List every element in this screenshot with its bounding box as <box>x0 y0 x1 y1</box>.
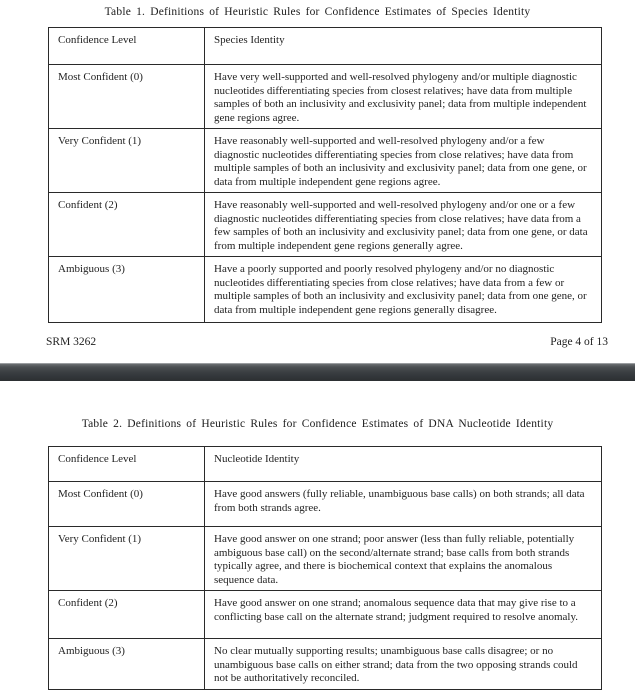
table-1-header-row <box>49 28 602 65</box>
table-row <box>49 591 602 639</box>
table-1 <box>48 27 602 323</box>
table-row <box>49 527 602 591</box>
confidence-level-cell: Ambiguous (3) <box>49 639 205 690</box>
table-1-header-species-identity: Species Identity <box>205 28 602 65</box>
page-footer <box>0 336 635 348</box>
table-2-header-row <box>49 447 602 482</box>
confidence-level-cell: Confident (2) <box>49 591 205 639</box>
table-row <box>49 257 602 323</box>
table-row <box>49 193 602 257</box>
definition-cell: Have reasonably well-supported and well-resolved phylogeny and/or one or a few diagnostic nucleotides differentiating species from close relatives; have data from a few samples of both an inclusivity and exclusivity panel; data from one gene, or data from multiple independent gene regions generally agree. <box>205 193 602 257</box>
definition-cell: No clear mutually supporting results; unambiguous base calls disagree; or no unambiguous base calls on either strand; data from the two opposing strands could not be authoritatively reconciled. <box>205 639 602 690</box>
table-1-caption: Table 1. Definitions of Heuristic Rules for Confidence Estimates of Species Identity <box>104 6 531 18</box>
page-separator <box>0 363 635 381</box>
page-number: Page 4 of 13 <box>550 336 608 348</box>
definition-cell: Have good answer on one strand; poor answer (less than fully reliable, potentially ambiguous base call) on the second/alternate strand; base calls from both strands typically agree, and there is biochemical context that explains the anomalous sequence data. <box>205 527 602 591</box>
definition-cell: Have a poorly supported and poorly resolved phylogeny and/or no diagnostic nucleotides differentiating species from close relatives; have data from a few or multiple samples of both an inclusivity and exclusivity panel; data from one gene, or data from multiple independent gene regions generally disagree. <box>205 257 602 323</box>
table-2-header-nucleotide-identity: Nucleotide Identity <box>205 447 602 482</box>
table-2-caption: Table 2. Definitions of Heuristic Rules for Confidence Estimates of DNA Nucleotide Identity <box>81 418 554 430</box>
definition-cell: Have very well-supported and well-resolved phylogeny and/or multiple diagnostic nucleotides differentiating species from closest relatives; have data from multiple samples of both an inclusivity and exclusivity panel; data from multiple independent gene regions agree. <box>205 65 602 129</box>
table-2 <box>48 446 602 690</box>
confidence-level-cell: Most Confident (0) <box>49 65 205 129</box>
confidence-level-cell: Very Confident (1) <box>49 527 205 591</box>
document-id: SRM 3262 <box>46 336 97 348</box>
confidence-level-cell: Ambiguous (3) <box>49 257 205 323</box>
table-row <box>49 482 602 527</box>
table-row <box>49 129 602 193</box>
table-row <box>49 65 602 129</box>
table-row <box>49 639 602 690</box>
definition-cell: Have good answer on one strand; anomalous sequence data that may give rise to a conflicting base call on the alternate strand; judgment required to resolve anomaly. <box>205 591 602 639</box>
confidence-level-cell: Very Confident (1) <box>49 129 205 193</box>
definition-cell: Have good answers (fully reliable, unambiguous base calls) on both strands; all data from both strands agree. <box>205 482 602 527</box>
confidence-level-cell: Most Confident (0) <box>49 482 205 527</box>
table-2-header-confidence-level: Confidence Level <box>49 447 205 482</box>
definition-cell: Have reasonably well-supported and well-resolved phylogeny and/or a few diagnostic nucleotides differentiating species from close relatives; have data from multiple samples of both an inclusivity and exclusivity panel; data from one gene, or data from multiple independent gene regions agree. <box>205 129 602 193</box>
table-1-header-confidence-level: Confidence Level <box>49 28 205 65</box>
document-page-5 <box>0 381 635 693</box>
confidence-level-cell: Confident (2) <box>49 193 205 257</box>
